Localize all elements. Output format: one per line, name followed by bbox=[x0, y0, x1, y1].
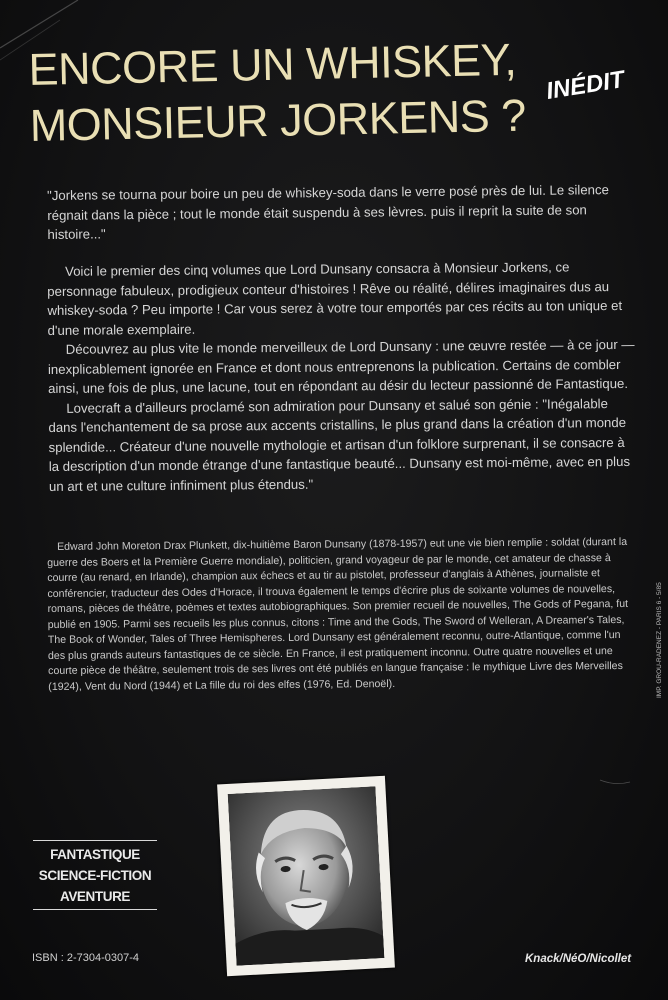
isbn: ISBN : 2-7304-0307-4 bbox=[32, 952, 140, 964]
blurb-paragraph-1: Voici le premier des cinq volumes que Lord Dunsany consacra à Monsieur Jorkens, ce personnage fabuleux, prodigieux conteur d'histoires ! Rêve ou réalité, délires imaginaires dus au whiskey-soda ? Peu importe ! Car vous serez à votre tour emportés par ces récits au ton unique et d'une morale exemplaire. bbox=[47, 259, 623, 338]
genre-aventure: AVENTURE bbox=[59, 889, 131, 904]
blurb-paragraph-3: Lovecraft a d'ailleurs proclamé son admiration pour Dunsany et salué son génie : "Inégalable dans l'enchantement de sa prose aux accents cristallins, le plus grand dans la création d'un monde splendide... Créateur d'une nouvelle mythologie et artisan d'un folklore surprenant, il se consacre à la description d'un monde étrange d'une fantastique beauté... Dunsany est moi-même, avec en plus un art et une culture infiniment plus étendus." bbox=[48, 395, 631, 494]
quote-text: "Jorkens se tourna pour boire un peu de whiskey-soda dans le verre posé près de lui. Le silence régnait dans la pièce ; tout le monde était suspendu à ses lèvres. puis il reprit la suite de son histoire..." bbox=[47, 182, 609, 243]
bio-text: Edward John Moreton Drax Plunkett, dix-huitième Baron Dunsany (1878-1957) eut une vie bien remplie : soldat (durant la guerre des Boers et la Première Guerre mondiale), politicien, grand voyageur de par le monde, cet amateur de chasse à courre (au renard, en Irlande), champion aux échecs et au tir au pistolet, professeur d'anglais à Athènes, journaliste et conférencier, traducteur des Odes d'Horace, il trouva également le temps d'écrire plus de soixante volumes de nouvelles, romans, pièces de théâtre, poèmes et textes autobiographiques. Son premier recueil de nouvelles, The Gods of Pegana, fut publié en 1905. Parmi ses recueils les plus connus, citons : Time and the Gods, The Sword of Welleran, A Dreamer's Tales, The Book of Wonder, Tales of Three Hemispheres. Lord Dunsany est généralement reconnu, outre-Atlantique, comme l'un des plus grands auteurs fantastiques de ce siècle. En France, il est pratiquement inconnu. Outre quatre nouvelles et une courte pièce de théâtre, seulement trois de ses livres ont été publiés en langue française : le mythique Livre des Merveilles (1924), Vent du Nord (1944) et La fille du roi des elfes (1976, Ed. Denoël). bbox=[47, 535, 629, 693]
printer-imprint: IMP. GROU-RADENEZ - PARIS 6 - 5/85 bbox=[656, 582, 663, 698]
publisher: Knack/NéO/Nicollet bbox=[525, 953, 632, 965]
genre-fantastique: FANTASTIQUE bbox=[50, 847, 140, 862]
title-line-1: ENCORE UN WHISKEY, bbox=[28, 33, 517, 95]
genre-science-fiction: SCIENCE-FICTION bbox=[38, 868, 152, 883]
inedit-badge: INÉDIT bbox=[544, 66, 627, 105]
title-line-2: MONSIEUR JORKENS ? bbox=[29, 89, 527, 151]
blurb-paragraph-2: Découvrez au plus vite le monde merveilleux de Lord Dunsany : une œuvre restée — à ce jour — inexplicablement ignorée en France et dont nous entreprenons la publication. Certains de combler ainsi, une fois de plus, une lacune, tout en répondant au désir du lecteur passionné de Fantastique. bbox=[47, 336, 635, 396]
